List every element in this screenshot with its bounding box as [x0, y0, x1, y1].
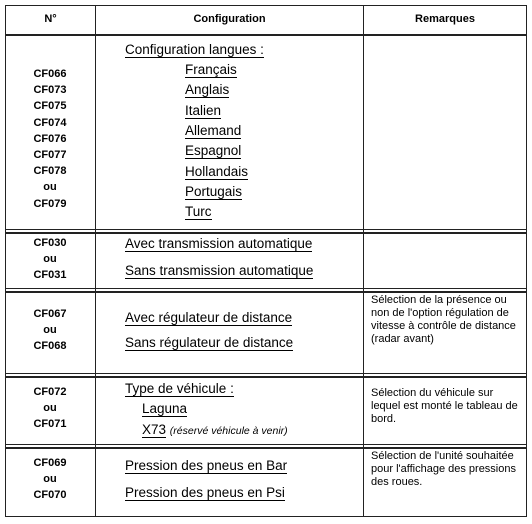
config-id: CF030: [33, 237, 67, 249]
language-option: Turc: [185, 204, 212, 220]
config-id: CF079: [33, 197, 67, 210]
config-id: CF076: [33, 132, 67, 145]
column-divider: [363, 5, 364, 517]
or-label: ou: [43, 402, 57, 415]
or-label: ou: [43, 253, 57, 266]
language-option: Français: [185, 62, 237, 77]
distance-option: Sans régulateur de distance: [125, 335, 294, 350]
pressure-option: Pression des pneus en Bar: [125, 458, 288, 473]
language-option: Italien: [185, 102, 222, 118]
row-ids-pressure: [6, 455, 94, 504]
row-divider: [5, 291, 527, 293]
row-divider: [5, 232, 527, 234]
language-option: Portugais: [185, 183, 243, 199]
transmission-option: Avec transmission automatique: [125, 236, 313, 251]
config-id: CF069: [33, 457, 67, 469]
row-divider: [5, 444, 527, 445]
or-label: ou: [43, 181, 57, 194]
table-border-bottom: [5, 516, 527, 517]
config-id: CF075: [33, 100, 67, 113]
config-id: CF068: [33, 340, 67, 353]
row-ids-transmission: [6, 235, 94, 284]
row-divider: [5, 229, 527, 230]
pressure-option: Pression des pneus en Psi: [125, 485, 285, 500]
config-id: CF031: [33, 269, 67, 282]
vehicle-note: (réservé véhicule à venir): [169, 425, 288, 437]
remark-distance: Sélection de la présence ou non de l'option régulation de vitesse à contrôle de distance (radar avant): [371, 294, 516, 345]
row-divider: [5, 288, 527, 289]
row-divider: [5, 373, 527, 374]
language-option: Hollandais: [185, 163, 249, 179]
vehicle-type-title: Type de véhicule :: [125, 381, 234, 396]
config-id: CF073: [33, 84, 67, 97]
vehicle-option: Laguna: [142, 401, 188, 416]
row-ids-languages: [6, 66, 94, 212]
config-id: CF067: [33, 308, 67, 320]
language-option: Anglais: [185, 82, 230, 98]
column-divider: [95, 5, 96, 517]
config-id: CF072: [33, 386, 67, 398]
vehicle-option: X73 (réservé véhicule à venir): [142, 422, 288, 437]
language-config-title: Configuration langues :: [125, 42, 264, 57]
row-divider: [5, 447, 527, 449]
config-id: CF078: [33, 165, 67, 178]
config-id: CF071: [33, 418, 67, 431]
header-configuration: Configuration: [193, 13, 266, 25]
config-id: CF070: [33, 489, 67, 502]
or-label: ou: [43, 324, 57, 337]
row-ids-vehicle: [6, 384, 94, 433]
row-ids-distance: [6, 306, 94, 355]
config-id: CF074: [33, 116, 67, 129]
or-label: ou: [43, 473, 57, 486]
language-option: Allemand: [185, 122, 242, 138]
config-id: CF066: [33, 68, 67, 80]
header-remarks: Remarques: [415, 13, 475, 25]
table-border-right: [526, 5, 527, 517]
language-option: Espagnol: [185, 143, 242, 159]
remark-vehicle: Sélection du véhicule sur lequel est monté le tableau de bord.: [371, 387, 518, 425]
config-id: CF077: [33, 148, 67, 161]
transmission-option: Sans transmission automatique: [125, 263, 314, 278]
header-number: N°: [44, 13, 57, 25]
header-divider: [5, 34, 527, 36]
distance-option: Avec régulateur de distance: [125, 310, 293, 325]
row-divider: [5, 376, 527, 378]
remark-pressure: Sélection de l'unité souhaitée pour l'affichage des pressions des roues.: [371, 450, 516, 488]
